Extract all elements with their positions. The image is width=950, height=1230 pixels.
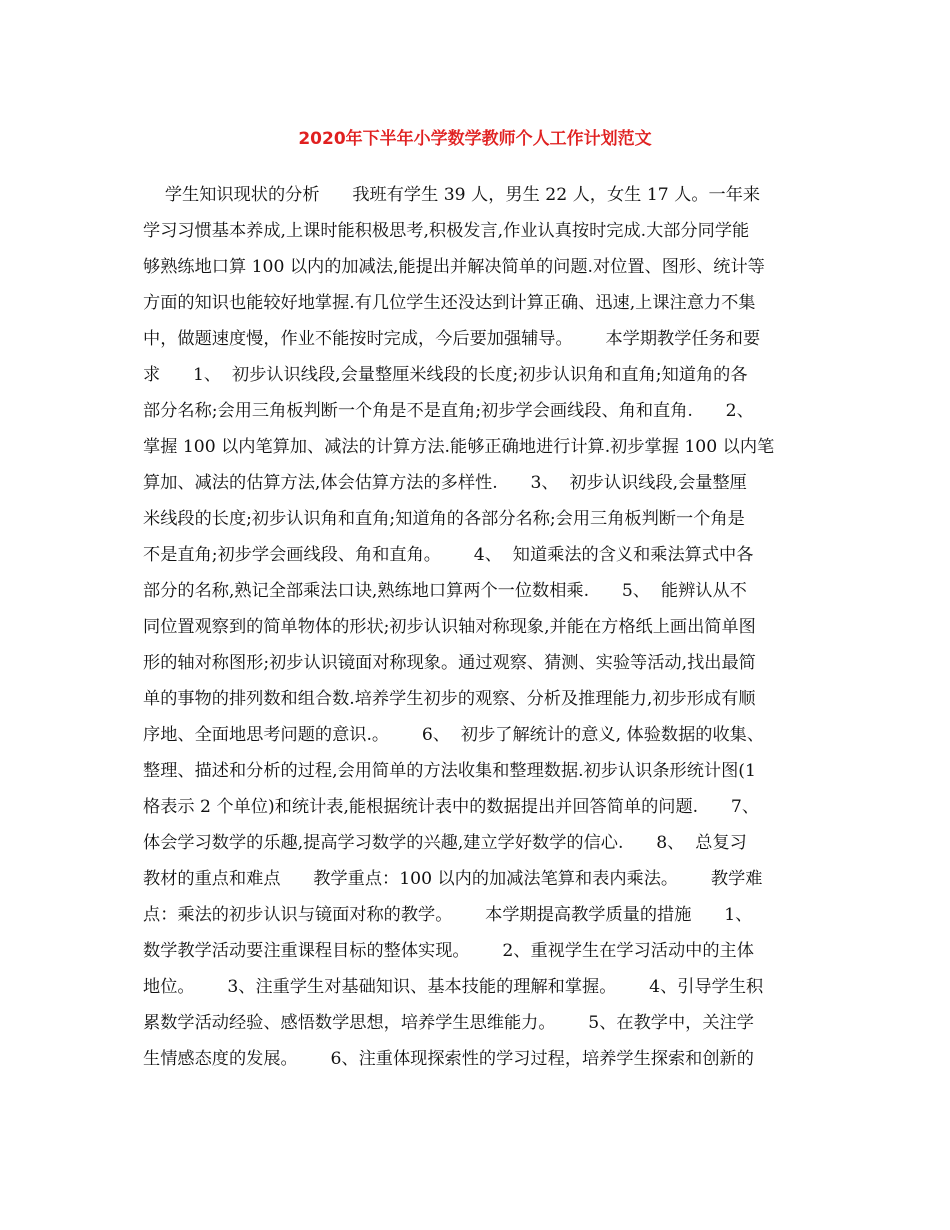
body-line: 格表示 2 个单位)和统计表,能根据统计表中的数据提出并回答简单的问题. 7、 bbox=[143, 797, 760, 817]
body-line: 够熟练地口算 100 以内的加减法,能提出并解决简单的问题.对位置、图形、统计等 bbox=[143, 257, 765, 277]
body-line: 整理、描述和分析的过程,会用简单的方法收集和整理数据.初步认识条形统计图(1 bbox=[143, 761, 756, 781]
body-line: 中，做题速度慢，作业不能按时完成，今后要加强辅导。 本学期教学任务和要 bbox=[143, 329, 761, 349]
body-line: 不是直角;初步学会画线段、角和直角。 4、 知道乘法的含义和乘法算式中各 bbox=[143, 545, 754, 565]
body-line: 求 1、 初步认识线段,会量整厘米线段的长度;初步认识角和直角;知道角的各 bbox=[143, 365, 748, 385]
document-title: 2020年下半年小学数学教师个人工作计划范文 bbox=[298, 129, 652, 149]
body-line: 体会学习数学的乐趣,提高学习数学的兴趣,建立学好数学的信心. 8、 总复习 bbox=[143, 833, 747, 853]
body-line: 生情感态度的发展。 6、注重体现探索性的学习过程，培养学生探索和创新的 bbox=[143, 1049, 754, 1069]
body-line: 部分的名称,熟记全部乘法口诀,熟练地口算两个一位数相乘. 5、 能辨认从不 bbox=[143, 581, 747, 601]
body-line: 单的事物的排列数和组合数.培养学生初步的观察、分析及推理能力,初步形成有顺 bbox=[143, 689, 756, 709]
body-line: 形的轴对称图形;初步认识镜面对称现象。通过观察、猜测、实验等活动,找出最简 bbox=[143, 653, 756, 673]
body-line: 点：乘法的初步认识与镜面对称的教学。 本学期提高教学质量的措施 1、 bbox=[143, 905, 753, 925]
body-line: 掌握 100 以内笔算加、减法的计算方法.能够正确地进行计算.初步掌握 100 以内笔 bbox=[143, 437, 775, 457]
body-line: 算加、减法的估算方法,体会估算方法的多样性. 3、 初步认识线段,会量整厘 bbox=[143, 473, 747, 493]
body-line: 米线段的长度;初步认识角和直角;知道角的各部分名称;会用三角板判断一个角是 bbox=[143, 509, 745, 529]
body-line: 学生知识现状的分析 我班有学生 39 人，男生 22 人，女生 17 人。一年来 bbox=[143, 185, 761, 205]
body-line: 教材的重点和难点 教学重点：100 以内的加减法笔算和表内乘法。 教学难 bbox=[143, 869, 763, 889]
body-line: 部分名称;会用三角板判断一个角是不是直角;初步学会画线段、角和直角. 2、 bbox=[143, 401, 754, 421]
body-line: 学习习惯基本养成,上课时能积极思考,积极发言,作业认真按时完成.大部分同学能 bbox=[143, 221, 750, 241]
body-line: 序地、全面地思考问题的意识.。 6、 初步了解统计的意义, 体验数据的收集、 bbox=[143, 725, 765, 745]
body-line: 累数学活动经验、感悟数学思想，培养学生思维能力。 5、在教学中，关注学 bbox=[143, 1013, 754, 1033]
body-line: 数学教学活动要注重课程目标的整体实现。 2、重视学生在学习活动中的主体 bbox=[143, 941, 754, 961]
body-line: 方面的知识也能较好地掌握.有几位学生还没达到计算正确、迅速,上课注意力不集 bbox=[143, 293, 756, 313]
body-line: 地位。 3、注重学生对基础知识、基本技能的理解和掌握。 4、引导学生积 bbox=[143, 977, 764, 997]
body-line: 同位置观察到的简单物体的形状;初步认识轴对称现象,并能在方格纸上画出简单图 bbox=[143, 617, 756, 637]
